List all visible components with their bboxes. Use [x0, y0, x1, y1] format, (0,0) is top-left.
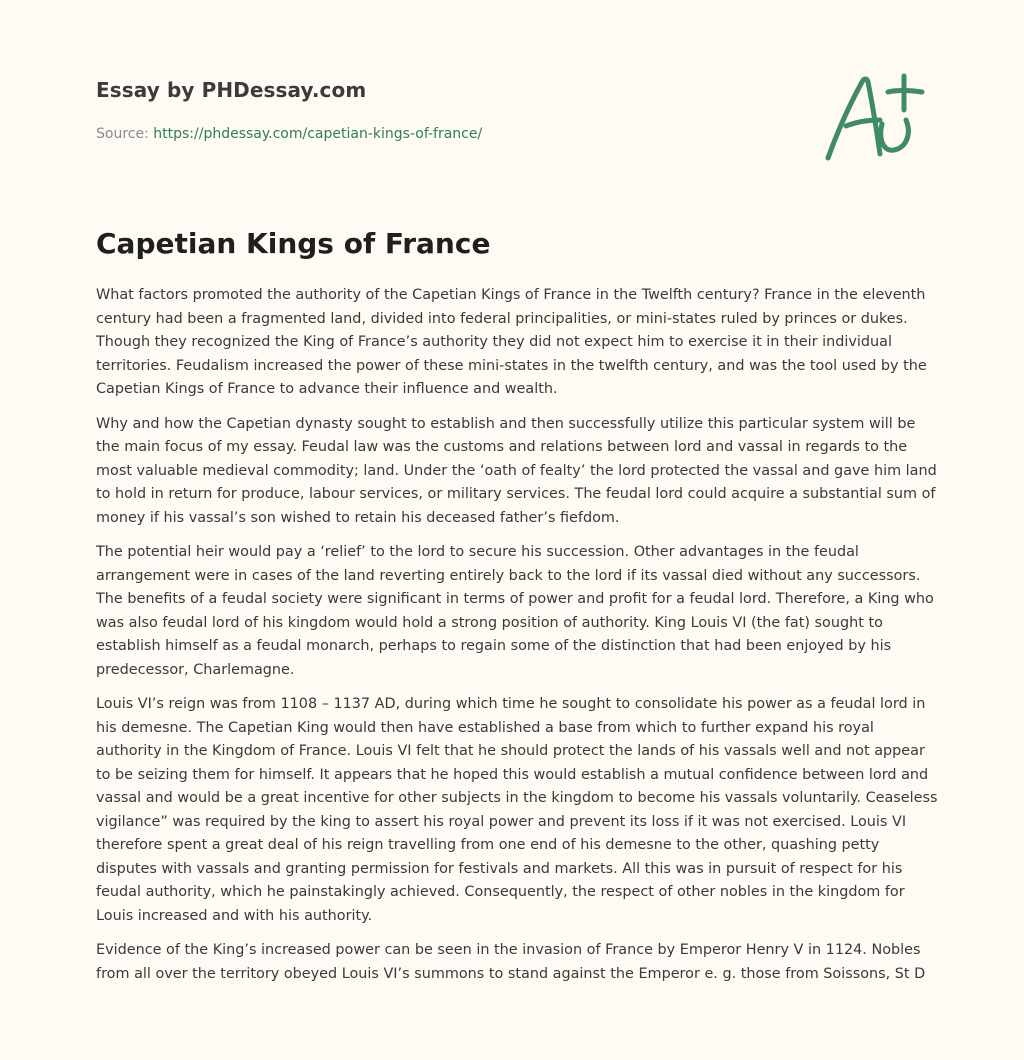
page-header [96, 76, 736, 144]
a-plus-logo-icon [820, 68, 932, 164]
essay-paragraph: Louis VI’s reign was from 1108 – 1137 AD, during which time he sought to consolidate his power as a feudal lord in his demesne. The Capetian King would then have established a base from which to further expand his royal authority in the Kingdom of France. Louis VI felt that he should protect the lands of his vassals well and not appear to be seizing them for himself. It appears that he hoped this would establish a mutual confidence between lord and vassal and would be a great incentive for other subjects in the kingdom to become his vassals voluntarily. Ceaseless vigilance” was required by the king to assert his royal power and prevent its loss if it was not exercised. Louis VI therefore spent a great deal of his reign travelling from one end of his demesne to the other, quashing petty disputes with vassals and granting permission for festivals and markets. All this was in pursuit of respect for his feudal authority, which he painstakingly achieved. Consequently, the respect of other nobles in the kingdom for Louis increased and with his authority. [96, 696, 938, 924]
essay-paragraph: The potential heir would pay a ‘relief’ to the lord to secure his succession. Other advantages in the feudal arrangement were in cases of the land reverting entirely back to the lord if its vassal died without any successors. The benefits of a feudal society were significant in terms of power and profit for a feudal lord. Therefore, a King who was also feudal lord of his kingdom would hold a strong position of authority. King Louis VI (the fat) sought to establish himself as a feudal monarch, perhaps to regain some of the distinction that had been enjoyed by his predecessor, Charlemagne. [96, 544, 934, 678]
essay-paragraph: Evidence of the King’s increased power can be seen in the invasion of France by Emperor Henry V in 1124. Nobles from all over the territory obeyed Louis VI’s summons to stand against the Emperor e. g. those from Soissons, St D [96, 942, 926, 982]
source-line [96, 124, 736, 144]
essay-paragraph: Why and how the Capetian dynasty sought to establish and then successfully utilize this particular system will be the main focus of my essay. Feudal law was the customs and relations between lord and vassal in regards to the most valuable medieval commodity; land. Under the ‘oath of fealty’ the lord protected the vassal and gave him land to hold in return for produce, labour services, or military services. The feudal lord could acquire a substantial sum of money if his vassal’s son wished to retain his deceased father’s fiefdom. [96, 415, 937, 526]
essay-body [96, 284, 938, 997]
source-label: Source: [96, 126, 154, 142]
site-title: Essay by PHDessay.com [96, 78, 367, 102]
essay-title: Capetian Kings of France [96, 227, 491, 260]
essay-paragraph: What factors promoted the authority of the Capetian Kings of France in the Twelfth century? France in the eleventh century had been a fragmented land, divided into federal principalities, or mini-states ruled by princes or dukes. Though they recognized the King of France’s authority they did not expect him to exercise it in their individual territories. Feudalism increased the power of these mini-states in the twelfth century, and was the tool used by the Capetian Kings of France to advance their influence and wealth. [96, 287, 927, 397]
source-link[interactable]: https://phdessay.com/capetian-kings-of-france/ [153, 126, 483, 142]
